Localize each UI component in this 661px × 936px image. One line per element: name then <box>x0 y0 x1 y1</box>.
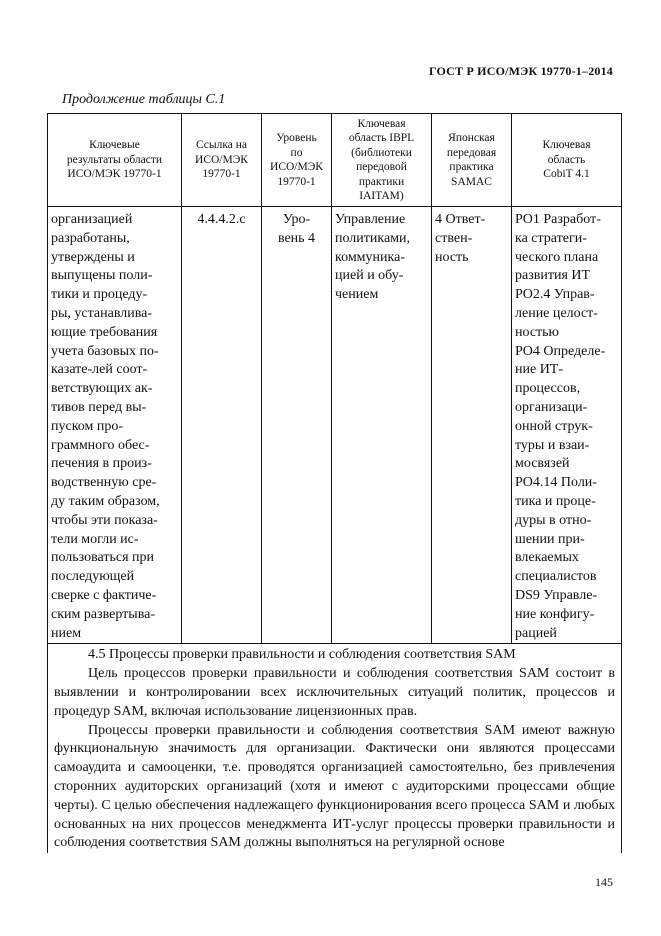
text-line: специалистов <box>515 569 597 585</box>
text-line: Ключевые <box>89 139 140 152</box>
text-line: сверке с фактиче- <box>51 587 157 603</box>
text-line: PO4.14 Поли- <box>515 475 597 491</box>
header-samac <box>432 114 512 207</box>
text-line: онной струк- <box>515 418 593 434</box>
table-row <box>48 207 622 644</box>
text-line: ду таким образом, <box>51 493 160 509</box>
text-line: пуском про- <box>51 418 124 434</box>
text-line: по <box>290 146 303 159</box>
section-paragraph-1: Цель процессов проверки правильности и соблюдения соответствия SAM состоит в выявлении и контролировании всех исключительных ситуаций политик, процессов и процедур SAM, включая использование лицензионных прав. <box>54 666 615 719</box>
text-line: туры и взаи- <box>515 437 590 453</box>
text-line: область <box>547 153 586 166</box>
text-line: разработаны, <box>51 230 130 246</box>
text-line: утверждены и <box>51 249 135 265</box>
section-heading: 4.5 Процессы проверки правильности и соблюдения соответствия SAM <box>88 647 516 663</box>
text-line: ющие требования <box>51 324 158 340</box>
text-line: IAITAM) <box>359 190 404 202</box>
table-caption: Продолжение таблицы С.1 <box>62 92 226 107</box>
text-line: ИСО/МЭК <box>270 161 323 173</box>
text-line: DS9 Управле- <box>515 587 598 603</box>
text-line: развития ИТ <box>515 268 591 284</box>
header-cobit <box>512 114 622 207</box>
text-line: передовой <box>356 161 407 173</box>
text-line: практика <box>449 161 494 173</box>
text-line: тики и процеду- <box>51 287 148 303</box>
text-line: ры, устанавлива- <box>51 305 153 321</box>
text-line: организацией <box>51 212 133 227</box>
text-line: процессов, <box>515 381 581 397</box>
text-line: SAMAC <box>451 175 492 188</box>
text-line: организаци- <box>515 399 588 415</box>
text-line: Уро- <box>282 212 311 227</box>
text-line: CobiT 4.1 <box>543 168 590 181</box>
text-line: водственную сре- <box>51 475 157 491</box>
text-line: дуры в отно- <box>515 512 592 528</box>
cell-ibpl <box>332 207 432 644</box>
page-number: 145 <box>595 875 613 889</box>
text-line: тивов перед вы- <box>51 399 147 415</box>
header-ibpl <box>332 114 432 207</box>
text-line: Ключевая <box>357 117 406 130</box>
text-line: ветствующих ак- <box>51 381 153 397</box>
text-line: коммуника- <box>335 249 405 265</box>
text-line: передовая <box>446 146 497 159</box>
text-line: ческого плана <box>515 249 599 265</box>
text-line: результаты области <box>66 153 163 166</box>
text-line: ностью <box>515 324 560 340</box>
header-reference <box>182 114 262 207</box>
text-line: чтобы эти показа- <box>51 512 158 528</box>
text-line: область IBPL <box>348 132 415 144</box>
text-line: последующей <box>51 569 135 585</box>
cell-reference <box>182 207 262 644</box>
text-line: вень 4 <box>277 230 316 246</box>
text-line: 19770-1 <box>277 175 316 188</box>
cell-samac <box>432 207 512 644</box>
text-line: (библиотеки <box>351 146 412 159</box>
text-line: политиками, <box>335 230 411 246</box>
text-line: практики <box>358 175 405 188</box>
text-line: ствен- <box>435 230 473 246</box>
text-line: PO4 Определе- <box>515 343 606 359</box>
text-line: чением <box>335 287 379 303</box>
text-line: ским развертыва- <box>51 606 155 622</box>
text-line: ка стратеги- <box>515 230 587 246</box>
text-line: шении при- <box>515 531 585 547</box>
text-line: 19770-1 <box>202 168 241 181</box>
text-line: тика и проце- <box>515 493 596 509</box>
text-line: 4 Ответ- <box>435 212 486 227</box>
text-line: ние конфигу- <box>515 606 595 622</box>
text-line: Ссылка на <box>195 139 248 152</box>
cell-cobit <box>512 207 622 644</box>
table-header-row <box>48 114 622 207</box>
text-line: ление целост- <box>515 305 598 321</box>
document-header: ГОСТ Р ИСО/МЭК 19770-1–2014 <box>428 64 613 78</box>
header-level <box>262 114 332 207</box>
section-paragraph-2: Процессы проверки правильности и соблюдения соответствия SAM имеют важную функциональную значимость для организации. Фактически они являются процессами самоаудита и самооценки, т.е. проводятся организацией самостоятельно, без привлечения сторонних аудиторских организаций (хотя и имеют с аудиторскими процессами общие черты). С целью обеспечения надлежащего функционирования всего процесса SAM и любых основанных на них процессов менеджмента ИТ-услуг процессы проверки правильности и соблюдения соответствия SAM должны выполняться на регулярной основе <box>54 722 615 851</box>
text-line: мосвязей <box>515 456 570 472</box>
data-table <box>47 113 622 853</box>
text-line: PO2.4 Управ- <box>515 287 595 303</box>
text-line: ность <box>435 249 469 265</box>
text-line: нием <box>51 625 82 641</box>
text-line: выпущены поли- <box>51 268 153 284</box>
text-line: Уровень <box>276 132 317 144</box>
text-line: граммного обес- <box>51 437 150 453</box>
text-line: ние ИТ- <box>515 362 564 378</box>
text-line: PO1 Разработ- <box>515 212 601 227</box>
text-line: ИСО/МЭК 19770-1 <box>67 168 162 181</box>
text-line: тели могли ис- <box>51 531 139 547</box>
text-line: казате-лей соот- <box>51 362 148 378</box>
text-line: пользоваться при <box>51 550 155 566</box>
text-line: цией и обу- <box>335 268 404 284</box>
section-row <box>48 644 622 853</box>
header-key-results <box>48 114 182 207</box>
text-line: рацией <box>515 625 557 641</box>
text-line: Управление <box>335 212 406 227</box>
text-line: печения в произ- <box>51 456 152 472</box>
text-line: Ключевая <box>542 139 591 152</box>
text-line: учета базовых по- <box>51 343 159 359</box>
cell-key-results <box>48 207 182 644</box>
section-cell <box>48 644 622 853</box>
text-line: Японская <box>448 132 495 144</box>
cell-level <box>262 207 332 644</box>
text-line: 4.4.4.2.c <box>197 212 246 227</box>
text-line: ИСО/МЭК <box>195 153 248 166</box>
text-line: влекаемых <box>515 550 579 566</box>
